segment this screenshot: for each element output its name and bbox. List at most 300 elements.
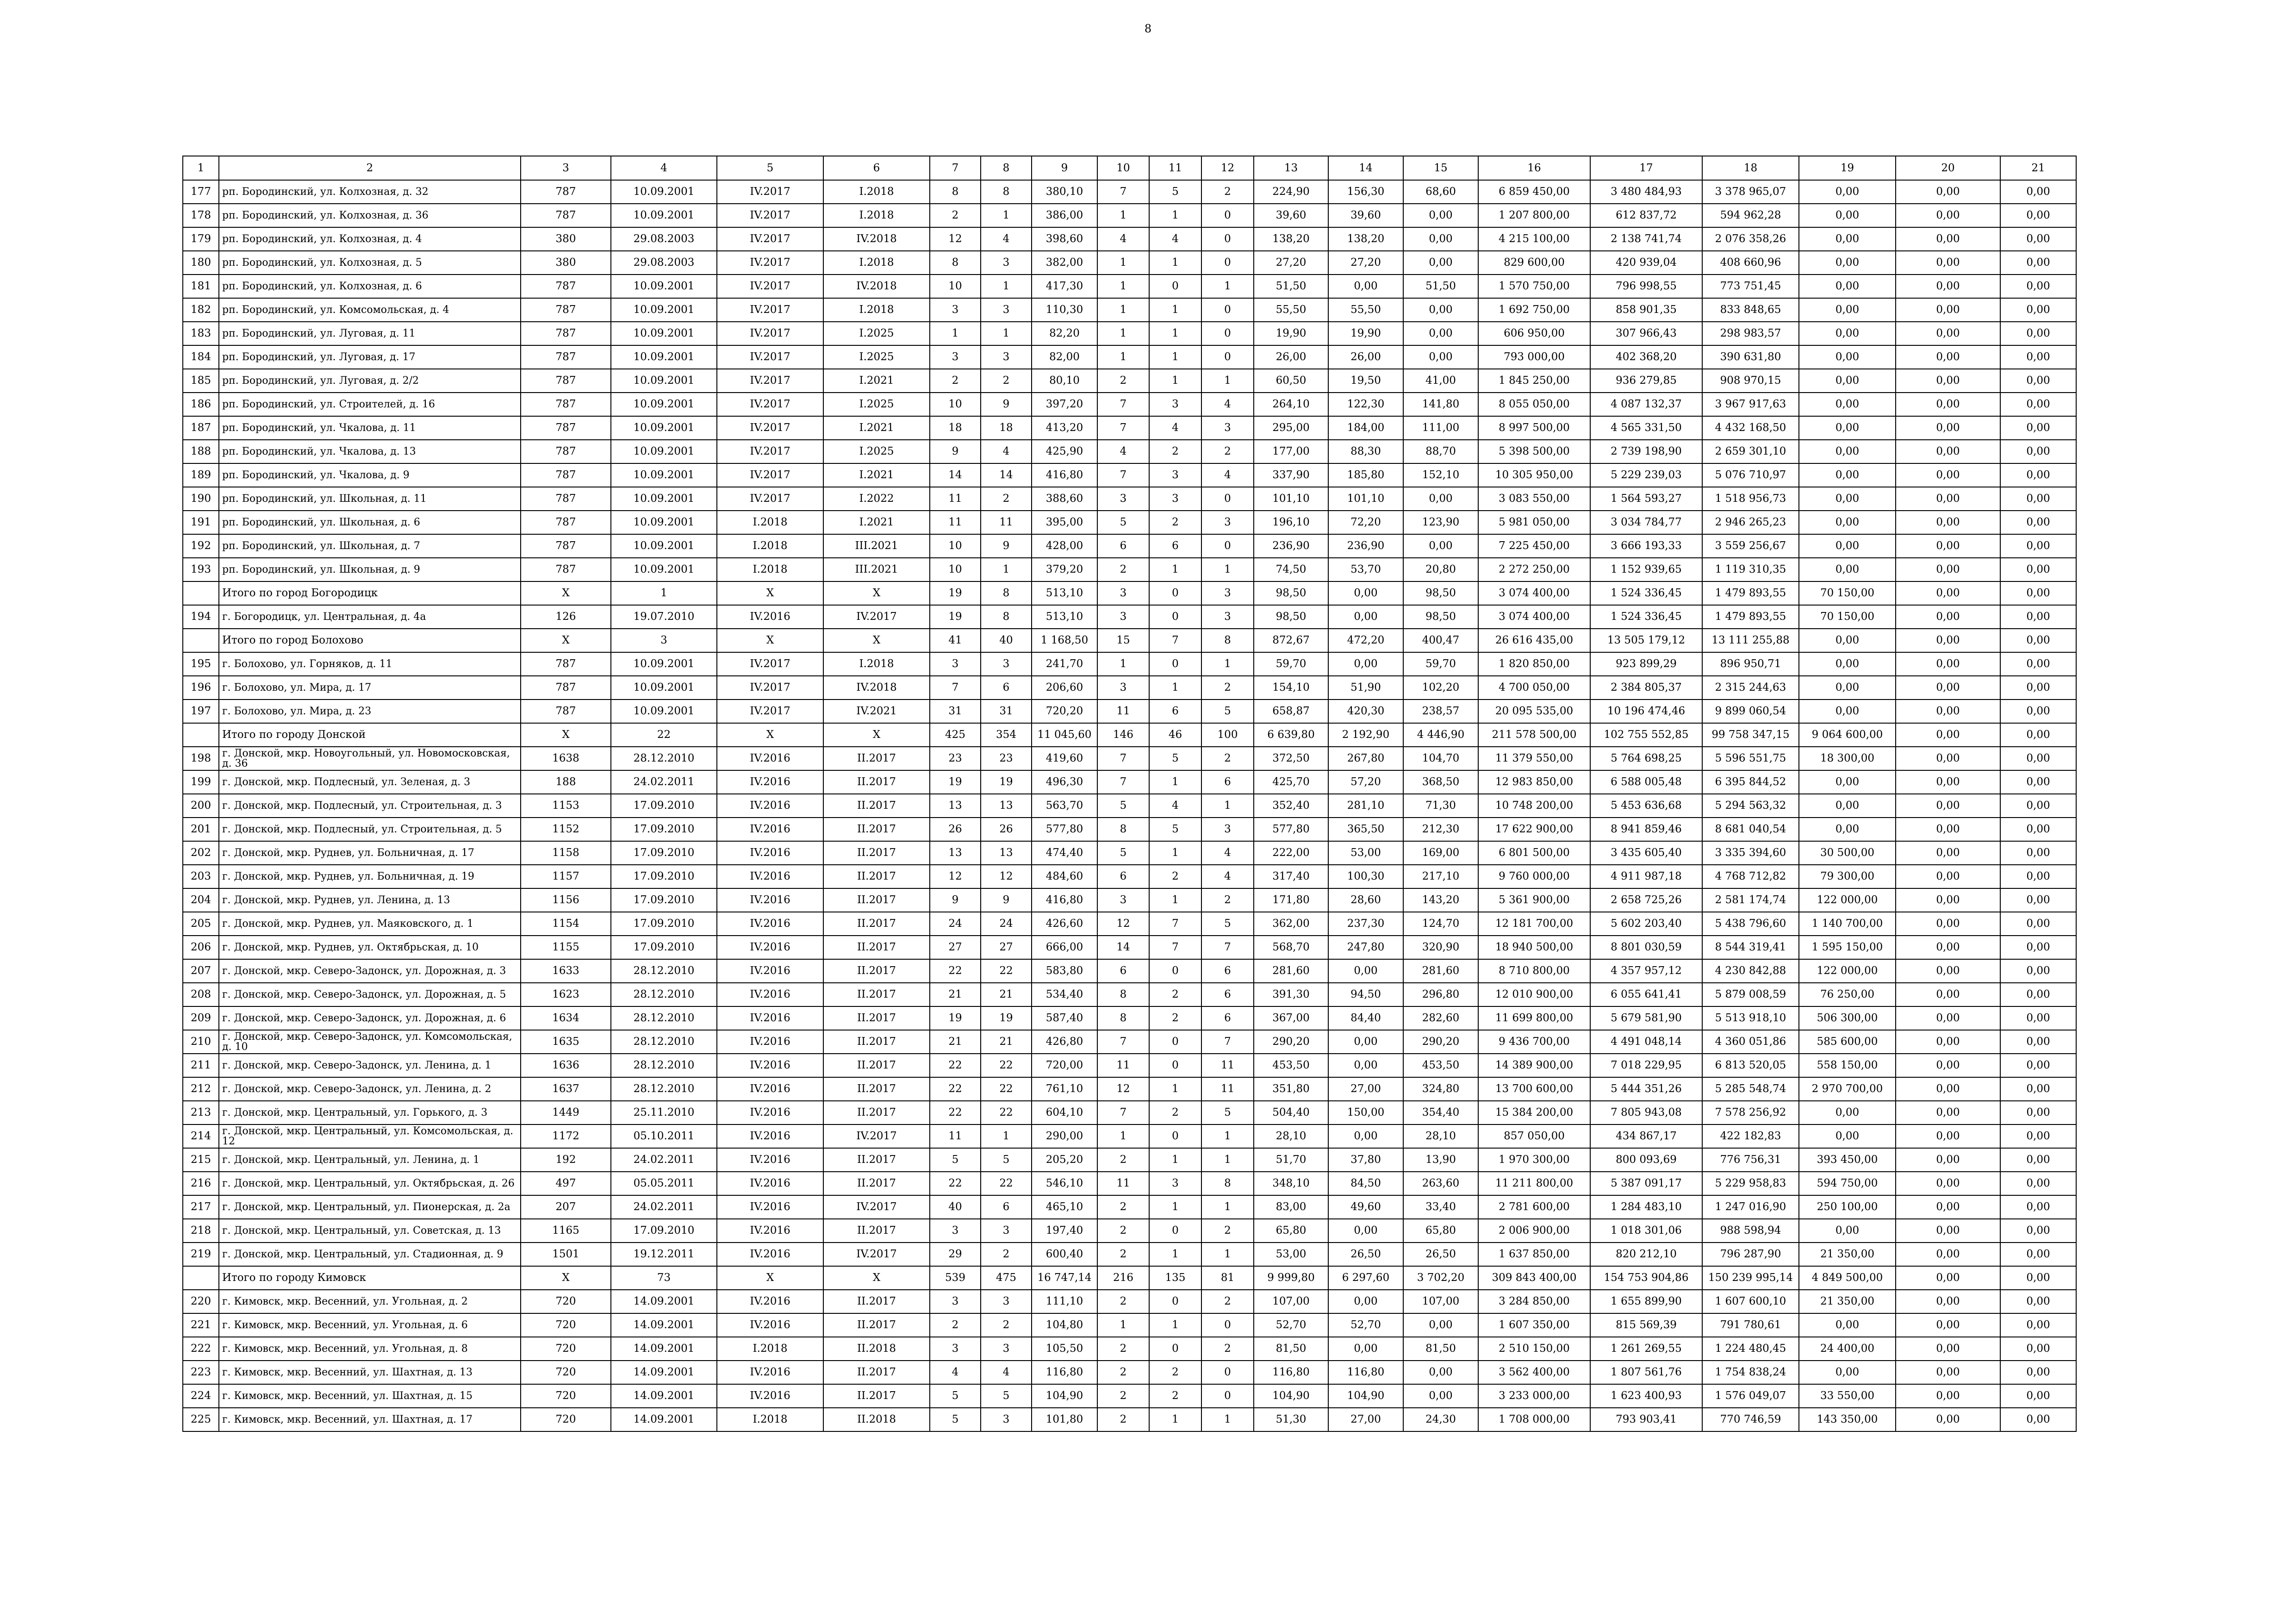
table-row <box>183 1195 2076 1219</box>
data-cell: 05.10.2011 <box>611 1124 717 1148</box>
data-cell: 787 <box>521 440 611 463</box>
data-cell: 0,00 <box>1896 794 2000 818</box>
data-cell: 1 247 016,90 <box>1702 1195 1799 1219</box>
data-cell: 2 581 174,74 <box>1702 888 1799 912</box>
row-number-cell: 216 <box>183 1172 219 1195</box>
data-cell: 27,00 <box>1328 1408 1403 1431</box>
data-cell: 3 <box>930 298 981 322</box>
data-cell: 1 <box>1201 558 1254 581</box>
data-cell: 1 <box>1149 770 1201 794</box>
data-cell: 1 <box>1149 345 1201 369</box>
data-cell: 388,60 <box>1032 487 1097 511</box>
data-cell: 1154 <box>521 912 611 936</box>
data-cell: 0,00 <box>1403 487 1478 511</box>
data-cell: 101,10 <box>1254 487 1328 511</box>
data-cell: 281,60 <box>1403 959 1478 983</box>
data-cell: 395,00 <box>1032 511 1097 534</box>
data-cell: 4 <box>1097 440 1149 463</box>
data-cell: 720 <box>521 1290 611 1313</box>
data-cell: 720 <box>521 1408 611 1431</box>
table-row <box>183 440 2076 463</box>
data-cell: 0,00 <box>1896 275 2000 298</box>
data-cell: 7 <box>1201 1030 1254 1054</box>
data-cell: 1 <box>1201 1195 1254 1219</box>
data-cell: 3 562 400,00 <box>1478 1361 1590 1384</box>
data-cell: 25.11.2010 <box>611 1101 717 1124</box>
data-cell: 72,20 <box>1328 511 1403 534</box>
data-cell: 0 <box>1149 1124 1201 1148</box>
data-cell: 13 <box>930 794 981 818</box>
data-cell: 0,00 <box>2000 723 2076 747</box>
total-row <box>183 629 2076 652</box>
data-cell: 3 559 256,67 <box>1702 534 1799 558</box>
data-cell: 80,10 <box>1032 369 1097 393</box>
data-cell: 33 550,00 <box>1799 1384 1896 1408</box>
data-cell: 0 <box>1201 251 1254 275</box>
data-cell: 101,10 <box>1328 487 1403 511</box>
data-cell: I.2021 <box>823 463 930 487</box>
data-cell: 1 <box>1149 298 1201 322</box>
data-cell: 1 <box>1097 1124 1149 1148</box>
data-cell: 1172 <box>521 1124 611 1148</box>
column-number-header: 15 <box>1403 156 1478 180</box>
row-number-cell: 206 <box>183 936 219 959</box>
data-cell: 2 <box>981 1313 1032 1337</box>
data-cell: 28.12.2010 <box>611 1030 717 1054</box>
data-cell: 8 710 800,00 <box>1478 959 1590 983</box>
row-number-cell: 217 <box>183 1195 219 1219</box>
data-cell: 2 138 741,74 <box>1590 227 1702 251</box>
data-cell: 1 623 400,93 <box>1590 1384 1702 1408</box>
data-cell: 2 <box>1097 558 1149 581</box>
data-cell: 0,00 <box>1896 511 2000 534</box>
data-cell: 1 637 850,00 <box>1478 1243 1590 1266</box>
table-row <box>183 1172 2076 1195</box>
data-cell: 9 436 700,00 <box>1478 1030 1590 1054</box>
data-cell: 6 <box>1097 959 1149 983</box>
row-number-cell: 208 <box>183 983 219 1006</box>
data-cell: 0,00 <box>1799 629 1896 652</box>
data-cell: 474,40 <box>1032 841 1097 865</box>
data-cell: 8 055 050,00 <box>1478 393 1590 416</box>
data-cell: 23 <box>930 747 981 770</box>
data-cell: II.2017 <box>823 1361 930 1384</box>
data-cell: 23 <box>981 747 1032 770</box>
data-cell: 2 <box>1097 1243 1149 1266</box>
table-row <box>183 1313 2076 1337</box>
data-cell: 12 <box>930 865 981 888</box>
data-cell: 0,00 <box>1896 1408 2000 1431</box>
data-cell: 22 <box>981 959 1032 983</box>
data-cell: 7 <box>1149 912 1201 936</box>
data-cell: 241,70 <box>1032 652 1097 676</box>
data-cell: 1 524 336,45 <box>1590 605 1702 629</box>
data-cell: 6 395 844,52 <box>1702 770 1799 794</box>
data-cell: 475 <box>981 1266 1032 1290</box>
data-cell: 0,00 <box>1896 912 2000 936</box>
data-cell: 0,00 <box>2000 275 2076 298</box>
data-cell: 53,00 <box>1328 841 1403 865</box>
data-cell: 33,40 <box>1403 1195 1478 1219</box>
address-cell: г. Донской, мкр. Северо-Задонск, ул. Дорожная, д. 5 <box>219 983 521 1006</box>
data-cell: 28.12.2010 <box>611 1054 717 1077</box>
data-cell: 154,10 <box>1254 676 1328 700</box>
data-cell: 0,00 <box>1403 204 1478 227</box>
data-cell: 141,80 <box>1403 393 1478 416</box>
data-cell: 1 820 850,00 <box>1478 652 1590 676</box>
data-cell: 594 962,28 <box>1702 204 1799 227</box>
table-row <box>183 1408 2076 1431</box>
data-cell: I.2021 <box>823 369 930 393</box>
address-cell: г. Донской, мкр. Руднев, ул. Больничная, д. 19 <box>219 865 521 888</box>
data-cell: 237,30 <box>1328 912 1403 936</box>
data-cell: 7 578 256,92 <box>1702 1101 1799 1124</box>
column-number-header: 19 <box>1799 156 1896 180</box>
data-cell: 0 <box>1201 227 1254 251</box>
data-cell: 11 699 800,00 <box>1478 1006 1590 1030</box>
data-cell: 13 <box>981 841 1032 865</box>
data-cell: 264,10 <box>1254 393 1328 416</box>
data-cell: 3 702,20 <box>1403 1266 1478 1290</box>
data-cell: 2 <box>1097 1290 1149 1313</box>
data-cell: 420,30 <box>1328 700 1403 723</box>
data-cell: 0,00 <box>2000 1290 2076 1313</box>
data-cell: 24.02.2011 <box>611 1195 717 1219</box>
data-cell: II.2017 <box>823 1148 930 1172</box>
data-cell: 0,00 <box>1328 1219 1403 1243</box>
address-cell: рп. Бородинский, ул. Колхозная, д. 32 <box>219 180 521 204</box>
data-cell: IV.2016 <box>717 1243 823 1266</box>
data-cell: 3 <box>930 1219 981 1243</box>
data-cell: 0,00 <box>2000 1054 2076 1077</box>
data-cell: IV.2017 <box>717 700 823 723</box>
row-number-cell: 177 <box>183 180 219 204</box>
data-cell: 793 000,00 <box>1478 345 1590 369</box>
data-cell: 10.09.2001 <box>611 463 717 487</box>
data-cell: 4 700 050,00 <box>1478 676 1590 700</box>
data-cell: 397,20 <box>1032 393 1097 416</box>
data-cell: 0,00 <box>2000 1101 2076 1124</box>
row-number-cell: 178 <box>183 204 219 227</box>
data-cell: 0,00 <box>1328 275 1403 298</box>
data-cell: 0 <box>1149 652 1201 676</box>
address-cell: рп. Бородинский, ул. Чкалова, д. 9 <box>219 463 521 487</box>
data-cell: 309 843 400,00 <box>1478 1266 1590 1290</box>
data-cell: 21 350,00 <box>1799 1290 1896 1313</box>
data-cell: 0,00 <box>2000 959 2076 983</box>
data-cell: 7 225 450,00 <box>1478 534 1590 558</box>
data-cell: 417,30 <box>1032 275 1097 298</box>
data-cell: IV.2017 <box>717 180 823 204</box>
data-cell: 472,20 <box>1328 629 1403 652</box>
data-cell: IV.2018 <box>823 227 930 251</box>
data-cell: 21 350,00 <box>1799 1243 1896 1266</box>
data-cell: 0 <box>1149 1337 1201 1361</box>
data-cell: 0,00 <box>2000 1172 2076 1195</box>
data-cell: 0,00 <box>1896 700 2000 723</box>
data-cell: 26,50 <box>1403 1243 1478 1266</box>
data-cell: 4 432 168,50 <box>1702 416 1799 440</box>
table-row <box>183 1124 2076 1148</box>
data-cell: 1 <box>1149 1408 1201 1431</box>
data-cell: 1 207 800,00 <box>1478 204 1590 227</box>
data-cell: IV.2016 <box>717 936 823 959</box>
data-cell: 0,00 <box>1896 463 2000 487</box>
address-cell: г. Донской, мкр. Центральный, ул. Комсомольская, д. 12 <box>219 1124 521 1148</box>
data-cell: 2 <box>1149 1006 1201 1030</box>
row-number-cell: 225 <box>183 1408 219 1431</box>
total-label-cell: Итого по город Богородицк <box>219 581 521 605</box>
data-cell: 386,00 <box>1032 204 1097 227</box>
data-cell: 0,00 <box>1799 534 1896 558</box>
data-cell: 126 <box>521 605 611 629</box>
data-cell: 290,20 <box>1254 1030 1328 1054</box>
data-cell: 0,00 <box>1896 959 2000 983</box>
data-cell: 568,70 <box>1254 936 1328 959</box>
data-cell: 8 <box>1201 1172 1254 1195</box>
data-cell: 9 <box>930 440 981 463</box>
address-cell: рп. Бородинский, ул. Луговая, д. 11 <box>219 322 521 345</box>
data-cell: 0,00 <box>2000 770 2076 794</box>
data-cell: 14.09.2001 <box>611 1290 717 1313</box>
data-cell: 1 <box>981 1124 1032 1148</box>
data-cell: 391,30 <box>1254 983 1328 1006</box>
data-cell: 98,50 <box>1254 605 1328 629</box>
data-cell: 3 967 917,63 <box>1702 393 1799 416</box>
data-cell: 19 <box>981 770 1032 794</box>
data-cell: I.2025 <box>823 393 930 416</box>
row-number-cell: 218 <box>183 1219 219 1243</box>
data-cell: 8 <box>1097 818 1149 841</box>
data-cell: 99 758 347,15 <box>1702 723 1799 747</box>
address-cell: г. Донской, мкр. Руднев, ул. Ленина, д. 13 <box>219 888 521 912</box>
data-cell: 0 <box>1201 534 1254 558</box>
data-cell: 1165 <box>521 1219 611 1243</box>
data-cell: 0 <box>1149 1054 1201 1077</box>
table-row <box>183 369 2076 393</box>
address-cell: рп. Бородинский, ул. Школьная, д. 7 <box>219 534 521 558</box>
data-cell: 19 <box>930 770 981 794</box>
data-cell: 14 <box>1097 936 1149 959</box>
data-cell: 5 <box>981 1148 1032 1172</box>
data-cell: 0,00 <box>1896 936 2000 959</box>
data-cell: 1 <box>981 204 1032 227</box>
data-cell: 30 500,00 <box>1799 841 1896 865</box>
row-number-cell: 203 <box>183 865 219 888</box>
data-cell: 5 <box>930 1148 981 1172</box>
data-cell: 0,00 <box>1799 652 1896 676</box>
data-cell: 0,00 <box>1799 558 1896 581</box>
data-cell: 0,00 <box>2000 652 2076 676</box>
data-cell: 138,20 <box>1328 227 1403 251</box>
data-cell: 196,10 <box>1254 511 1328 534</box>
data-cell: 26 <box>930 818 981 841</box>
data-cell: 10 <box>930 558 981 581</box>
data-cell: 0,00 <box>2000 345 2076 369</box>
row-number-cell: 192 <box>183 534 219 558</box>
data-cell: 2 <box>1149 1384 1201 1408</box>
data-cell: 6 055 641,41 <box>1590 983 1702 1006</box>
address-cell: г. Донской, мкр. Северо-Задонск, ул. Ленина, д. 2 <box>219 1077 521 1101</box>
data-cell: 17.09.2010 <box>611 794 717 818</box>
data-cell: 0,00 <box>1799 180 1896 204</box>
data-cell: 484,60 <box>1032 865 1097 888</box>
data-cell: 2 <box>1201 1337 1254 1361</box>
data-cell: 3 <box>930 652 981 676</box>
data-cell: 14 <box>930 463 981 487</box>
page-number: 8 <box>1144 22 1152 35</box>
data-cell: 150 239 995,14 <box>1702 1266 1799 1290</box>
row-number-cell: 214 <box>183 1124 219 1148</box>
address-cell: рп. Бородинский, ул. Луговая, д. 17 <box>219 345 521 369</box>
data-cell: IV.2016 <box>717 1054 823 1077</box>
data-cell: 94,50 <box>1328 983 1403 1006</box>
data-cell: IV.2017 <box>717 275 823 298</box>
data-cell: IV.2017 <box>823 1124 930 1148</box>
data-cell: 100 <box>1201 723 1254 747</box>
data-cell: 152,10 <box>1403 463 1478 487</box>
data-cell: 2 <box>1149 865 1201 888</box>
address-cell: г. Кимовск, мкр. Весенний, ул. Угольная, д. 8 <box>219 1337 521 1361</box>
data-cell: 39,60 <box>1254 204 1328 227</box>
data-cell: 28.12.2010 <box>611 747 717 770</box>
data-cell: 18 <box>981 416 1032 440</box>
data-cell: 5 764 698,25 <box>1590 747 1702 770</box>
address-cell: рп. Бородинский, ул. Школьная, д. 11 <box>219 487 521 511</box>
data-cell: 402 368,20 <box>1590 345 1702 369</box>
data-cell: X <box>717 629 823 652</box>
data-cell: 2 <box>930 369 981 393</box>
data-cell: 1153 <box>521 794 611 818</box>
data-cell: 0,00 <box>2000 534 2076 558</box>
data-cell: 3 233 000,00 <box>1478 1384 1590 1408</box>
data-cell: 1501 <box>521 1243 611 1266</box>
data-cell: 0,00 <box>2000 1124 2076 1148</box>
data-cell: 0,00 <box>1799 440 1896 463</box>
data-cell: 1 607 600,10 <box>1702 1290 1799 1313</box>
data-cell: I.2018 <box>823 652 930 676</box>
table-row <box>183 1054 2076 1077</box>
row-number-cell: 185 <box>183 369 219 393</box>
data-cell: 1 708 000,00 <box>1478 1408 1590 1431</box>
data-cell: 0,00 <box>2000 440 2076 463</box>
data-cell: 11 <box>1097 1172 1149 1195</box>
data-cell: IV.2017 <box>717 322 823 345</box>
data-cell: I.2022 <box>823 487 930 511</box>
data-cell: 18 940 500,00 <box>1478 936 1590 959</box>
data-cell: 1 479 893,55 <box>1702 605 1799 629</box>
column-number-header: 1 <box>183 156 219 180</box>
data-cell: 31 <box>930 700 981 723</box>
data-cell: 104,90 <box>1328 1384 1403 1408</box>
data-cell: 16 747,14 <box>1032 1266 1097 1290</box>
data-cell: 1 <box>1149 1195 1201 1219</box>
address-cell: г. Донской, мкр. Руднев, ул. Октябрьская, д. 10 <box>219 936 521 959</box>
data-cell: 0,00 <box>1328 959 1403 983</box>
data-cell: 12 983 850,00 <box>1478 770 1590 794</box>
data-cell: 1 807 561,76 <box>1590 1361 1702 1384</box>
data-cell: 6 <box>1149 534 1201 558</box>
data-cell: 7 <box>1097 180 1149 204</box>
data-cell: 787 <box>521 558 611 581</box>
data-cell: 425,90 <box>1032 440 1097 463</box>
address-cell: г. Кимовск, мкр. Весенний, ул. Шахтная, д. 17 <box>219 1408 521 1431</box>
data-cell: 1152 <box>521 818 611 841</box>
data-cell: 4 565 331,50 <box>1590 416 1702 440</box>
data-cell: 787 <box>521 204 611 227</box>
data-cell: 27,00 <box>1328 1077 1403 1101</box>
data-cell: 453,50 <box>1254 1054 1328 1077</box>
data-cell: 776 756,31 <box>1702 1148 1799 1172</box>
data-cell: 143 350,00 <box>1799 1408 1896 1431</box>
data-cell: 2 272 250,00 <box>1478 558 1590 581</box>
data-cell: 0,00 <box>2000 487 2076 511</box>
data-cell: 2 <box>1149 983 1201 1006</box>
data-cell: 577,80 <box>1254 818 1328 841</box>
table-row <box>183 1148 2076 1172</box>
data-cell: IV.2016 <box>717 794 823 818</box>
table-row <box>183 345 2076 369</box>
data-cell: 0,00 <box>1896 865 2000 888</box>
data-cell: 0,00 <box>1799 700 1896 723</box>
data-cell: 222,00 <box>1254 841 1328 865</box>
data-cell: 4 <box>981 227 1032 251</box>
data-cell: 0,00 <box>2000 322 2076 345</box>
data-cell: 2 384 805,37 <box>1590 676 1702 700</box>
data-cell: 0,00 <box>2000 1266 2076 1290</box>
data-cell: 0,00 <box>1896 369 2000 393</box>
data-cell: 8 941 859,46 <box>1590 818 1702 841</box>
data-cell: 29.08.2003 <box>611 251 717 275</box>
data-cell: 82,20 <box>1032 322 1097 345</box>
table-row <box>183 204 2076 227</box>
data-cell: 390 631,80 <box>1702 345 1799 369</box>
data-cell: 0 <box>1149 1219 1201 1243</box>
data-cell: 372,50 <box>1254 747 1328 770</box>
data-cell: 1 <box>981 322 1032 345</box>
data-cell: 105,50 <box>1032 1337 1097 1361</box>
data-cell: 22 <box>930 1172 981 1195</box>
data-cell: 15 <box>1097 629 1149 652</box>
data-cell: 51,50 <box>1254 275 1328 298</box>
data-cell: 1 <box>930 322 981 345</box>
data-cell: 2 <box>1097 1195 1149 1219</box>
data-cell: 22 <box>981 1101 1032 1124</box>
data-cell: 354,40 <box>1403 1101 1478 1124</box>
data-cell: 413,20 <box>1032 416 1097 440</box>
data-cell: 398,60 <box>1032 227 1097 251</box>
address-cell: рп. Бородинский, ул. Комсомольская, д. 4 <box>219 298 521 322</box>
row-number-cell: 209 <box>183 1006 219 1030</box>
data-cell: 11 045,60 <box>1032 723 1097 747</box>
data-cell: 0,00 <box>1896 487 2000 511</box>
data-cell: 6 <box>1097 534 1149 558</box>
data-cell: 0,00 <box>1799 227 1896 251</box>
data-cell: 2 315 244,63 <box>1702 676 1799 700</box>
data-cell: 24 <box>981 912 1032 936</box>
data-cell: II.2017 <box>823 818 930 841</box>
data-cell: 815 569,39 <box>1590 1313 1702 1337</box>
data-cell: 4 <box>981 1361 1032 1384</box>
address-cell: г. Болохово, ул. Мира, д. 17 <box>219 676 521 700</box>
data-cell: II.2017 <box>823 1054 930 1077</box>
table-row <box>183 983 2076 1006</box>
data-cell: I.2025 <box>823 440 930 463</box>
data-cell: 7 <box>1097 463 1149 487</box>
data-cell: 0,00 <box>1896 1361 2000 1384</box>
data-cell: 14.09.2001 <box>611 1384 717 1408</box>
data-cell: 2 <box>1201 1290 1254 1313</box>
